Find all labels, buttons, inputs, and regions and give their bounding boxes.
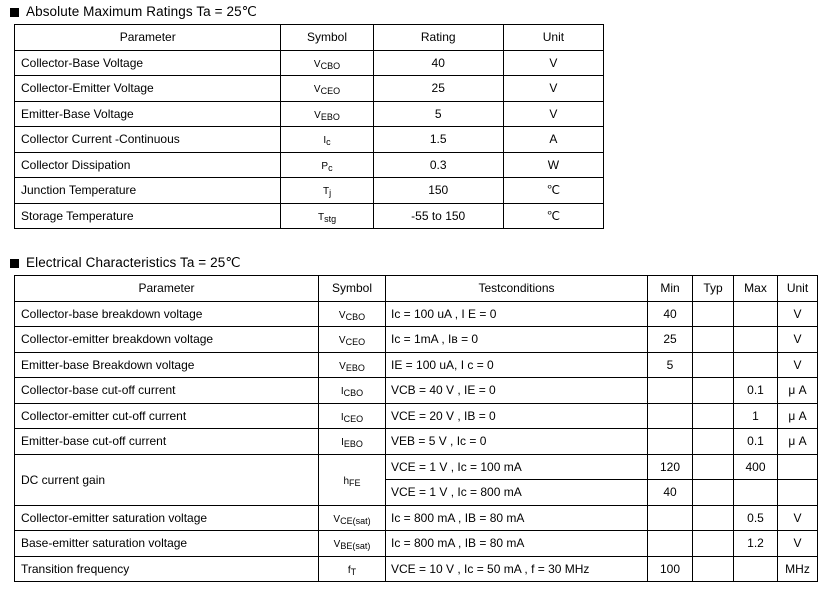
symbol-subscript: c: [328, 162, 333, 173]
cell-min: [648, 378, 693, 404]
cell-symbol: [281, 152, 373, 178]
cell-testcondition: VСЕ = 1 V , Iс = 100 mA: [386, 454, 648, 480]
cell-min: 25: [648, 327, 693, 353]
cell-testcondition: Iс = 800 mA , IВ = 80 mA: [386, 531, 648, 557]
cell-min: 40: [648, 480, 693, 506]
cell-symbol: [281, 101, 373, 127]
table-row: [15, 352, 818, 378]
cell-unit: μ A: [778, 403, 818, 429]
cell-max: [734, 352, 778, 378]
symbol-main: V: [333, 539, 341, 551]
symbol-main: T: [317, 211, 325, 223]
table-row: [15, 556, 818, 582]
symbol-subscript: CEO: [320, 86, 341, 97]
cell-typ: [693, 301, 734, 327]
cell-parameter: Collector-base cut-off current: [15, 378, 319, 404]
column-header-unit: Unit: [503, 25, 603, 51]
column-header-parameter: Parameter: [15, 276, 319, 302]
column-header-min: Min: [648, 276, 693, 302]
table-row: [15, 203, 604, 229]
cell-unit: W: [503, 152, 603, 178]
cell-symbol: [281, 178, 373, 204]
cell-parameter: Collector-base breakdown voltage: [15, 301, 319, 327]
section-title-text: Absolute Maximum Ratings Ta = 25℃: [26, 4, 257, 19]
cell-max: 400: [734, 454, 778, 480]
cell-min: [648, 531, 693, 557]
cell-unit: V: [503, 76, 603, 102]
cell-parameter: Emitter-base cut-off current: [15, 429, 319, 455]
cell-testcondition: VСЕ = 1 V , Iс = 800 mA: [386, 480, 648, 506]
cell-symbol: [319, 454, 386, 505]
symbol-subscript: EBO: [343, 439, 363, 450]
symbol-subscript: c: [326, 137, 331, 148]
symbol-main: I: [323, 135, 327, 147]
table-row: [15, 152, 604, 178]
cell-unit: ℃: [503, 203, 603, 229]
cell-testcondition: VСЕ = 20 V , IВ = 0: [386, 403, 648, 429]
table-row: [15, 429, 818, 455]
symbol-main: V: [338, 309, 346, 321]
filled-square-bullet-icon: [10, 259, 19, 268]
cell-rating: 0.3: [373, 152, 503, 178]
cell-testcondition: VЕВ = 5 V , Iс = 0: [386, 429, 648, 455]
cell-testcondition: Iс = 800 mA , IВ = 80 mA: [386, 505, 648, 531]
symbol-subscript: CE(sat): [340, 515, 371, 526]
cell-unit: V: [778, 327, 818, 353]
cell-testcondition: IЕ = 100 uA, I c = 0: [386, 352, 648, 378]
cell-max: 0.5: [734, 505, 778, 531]
symbol-main: V: [333, 513, 341, 525]
symbol-subscript: T: [350, 566, 357, 577]
cell-unit: V: [778, 352, 818, 378]
cell-typ: [693, 531, 734, 557]
table-header-row: [15, 276, 818, 302]
section-heading-electrical-characteristics: [10, 255, 830, 271]
cell-max: [734, 327, 778, 353]
cell-max: [734, 480, 778, 506]
table-row: [15, 50, 604, 76]
cell-symbol: [319, 531, 386, 557]
cell-max: 0.1: [734, 378, 778, 404]
symbol-subscript: EBO: [345, 362, 365, 373]
column-header-symbol: Symbol: [319, 276, 386, 302]
cell-testcondition: Iс = 100 uA , I E = 0: [386, 301, 648, 327]
symbol-main: V: [314, 109, 321, 121]
cell-symbol: [319, 429, 386, 455]
cell-typ: [693, 403, 734, 429]
symbol-main: I: [341, 437, 344, 449]
column-header-max: Max: [734, 276, 778, 302]
cell-unit: μ A: [778, 378, 818, 404]
symbol-main: V: [338, 335, 346, 347]
symbol-subscript: CBO: [343, 388, 364, 399]
cell-symbol: [319, 403, 386, 429]
table-row: [15, 76, 604, 102]
cell-parameter: Collector-Base Voltage: [15, 50, 281, 76]
table-row: [15, 505, 818, 531]
cell-symbol: [319, 327, 386, 353]
cell-typ: [693, 327, 734, 353]
symbol-main: V: [339, 360, 346, 372]
symbol-main: I: [340, 411, 344, 423]
cell-parameter: Collector Dissipation: [15, 152, 281, 178]
cell-min: 100: [648, 556, 693, 582]
cell-typ: [693, 556, 734, 582]
cell-unit: [778, 454, 818, 480]
section-title-text: Electrical Characteristics Ta = 25℃: [26, 255, 241, 270]
cell-symbol: [319, 301, 386, 327]
cell-min: 5: [648, 352, 693, 378]
symbol-subscript: CBO: [345, 311, 366, 322]
filled-square-bullet-icon: [10, 8, 19, 17]
cell-min: [648, 429, 693, 455]
cell-unit: V: [503, 101, 603, 127]
symbol-main: T: [322, 186, 330, 198]
cell-rating: 40: [373, 50, 503, 76]
symbol-subscript: j: [329, 188, 332, 199]
cell-unit: ℃: [503, 178, 603, 204]
section-spacer: [0, 229, 830, 255]
cell-min: [648, 403, 693, 429]
cell-parameter: Storage Temperature: [15, 203, 281, 229]
column-header-rating: Rating: [373, 25, 503, 51]
cell-max: [734, 556, 778, 582]
cell-typ: [693, 480, 734, 506]
cell-unit: A: [503, 127, 603, 153]
table-row: [15, 301, 818, 327]
cell-symbol: [281, 50, 373, 76]
column-header-unit: Unit: [778, 276, 818, 302]
cell-typ: [693, 454, 734, 480]
absolute-maximum-ratings-table: [14, 24, 604, 229]
cell-unit: V: [778, 531, 818, 557]
cell-typ: [693, 378, 734, 404]
table-header-row: [15, 25, 604, 51]
cell-unit: [778, 480, 818, 506]
cell-symbol: [319, 378, 386, 404]
column-header-parameter: Parameter: [15, 25, 281, 51]
cell-unit: V: [778, 301, 818, 327]
cell-parameter: Emitter-base Breakdown voltage: [15, 352, 319, 378]
cell-symbol: [319, 505, 386, 531]
cell-symbol: [281, 127, 373, 153]
symbol-main: I: [340, 386, 344, 398]
cell-testcondition: VСВ = 40 V , IЕ = 0: [386, 378, 648, 404]
cell-max: 1.2: [734, 531, 778, 557]
cell-parameter: Collector-emitter cut-off current: [15, 403, 319, 429]
cell-parameter: Collector Current -Continuous: [15, 127, 281, 153]
cell-symbol: [281, 76, 373, 102]
table-row: [15, 178, 604, 204]
cell-parameter: Collector-Emitter Voltage: [15, 76, 281, 102]
cell-parameter: DC current gain: [15, 454, 319, 505]
cell-parameter: Transition frequency: [15, 556, 319, 582]
table-row: [15, 454, 818, 480]
cell-parameter: Collector-emitter breakdown voltage: [15, 327, 319, 353]
table-row: [15, 403, 818, 429]
cell-rating: 25: [373, 76, 503, 102]
symbol-subscript: CBO: [320, 60, 341, 71]
symbol-main: h: [343, 475, 350, 487]
cell-symbol: [319, 352, 386, 378]
cell-rating: 1.5: [373, 127, 503, 153]
cell-max: 1: [734, 403, 778, 429]
cell-parameter: Emitter-Base Voltage: [15, 101, 281, 127]
cell-max: 0.1: [734, 429, 778, 455]
cell-symbol: [319, 556, 386, 582]
cell-testcondition: Iс = 1mA , Iв = 0: [386, 327, 648, 353]
table-row: [15, 327, 818, 353]
cell-unit: V: [503, 50, 603, 76]
symbol-main: f: [347, 564, 351, 576]
table-row: [15, 378, 818, 404]
cell-parameter: Collector-emitter saturation voltage: [15, 505, 319, 531]
cell-typ: [693, 505, 734, 531]
symbol-subscript: BE(sat): [340, 541, 371, 552]
symbol-subscript: CEO: [345, 337, 366, 348]
symbol-main: V: [313, 84, 321, 96]
cell-min: 40: [648, 301, 693, 327]
electrical-characteristics-table: [14, 275, 818, 582]
column-header-testconditions: Testconditions: [386, 276, 648, 302]
cell-parameter: Base-emitter saturation voltage: [15, 531, 319, 557]
symbol-main: P: [321, 160, 329, 172]
cell-typ: [693, 429, 734, 455]
table-row: [15, 101, 604, 127]
symbol-subscript: stg: [324, 213, 337, 224]
cell-min: [648, 505, 693, 531]
cell-rating: 5: [373, 101, 503, 127]
cell-max: [734, 301, 778, 327]
cell-typ: [693, 352, 734, 378]
symbol-subscript: CEO: [343, 413, 364, 424]
cell-unit: MHz: [778, 556, 818, 582]
cell-testcondition: VСЕ = 10 V , Iс = 50 mA , f = 30 MHz: [386, 556, 648, 582]
cell-rating: 150: [373, 178, 503, 204]
cell-min: 120: [648, 454, 693, 480]
cell-rating: -55 to 150: [373, 203, 503, 229]
section-heading-absolute-maximum-ratings: [10, 4, 830, 20]
cell-unit: μ A: [778, 429, 818, 455]
symbol-subscript: FE: [349, 477, 361, 488]
column-header-typ: Typ: [693, 276, 734, 302]
symbol-main: V: [313, 58, 321, 70]
table-row: [15, 127, 604, 153]
cell-symbol: [281, 203, 373, 229]
symbol-subscript: EBO: [320, 111, 340, 122]
column-header-symbol: Symbol: [281, 25, 373, 51]
cell-unit: V: [778, 505, 818, 531]
cell-parameter: Junction Temperature: [15, 178, 281, 204]
table-row: [15, 531, 818, 557]
